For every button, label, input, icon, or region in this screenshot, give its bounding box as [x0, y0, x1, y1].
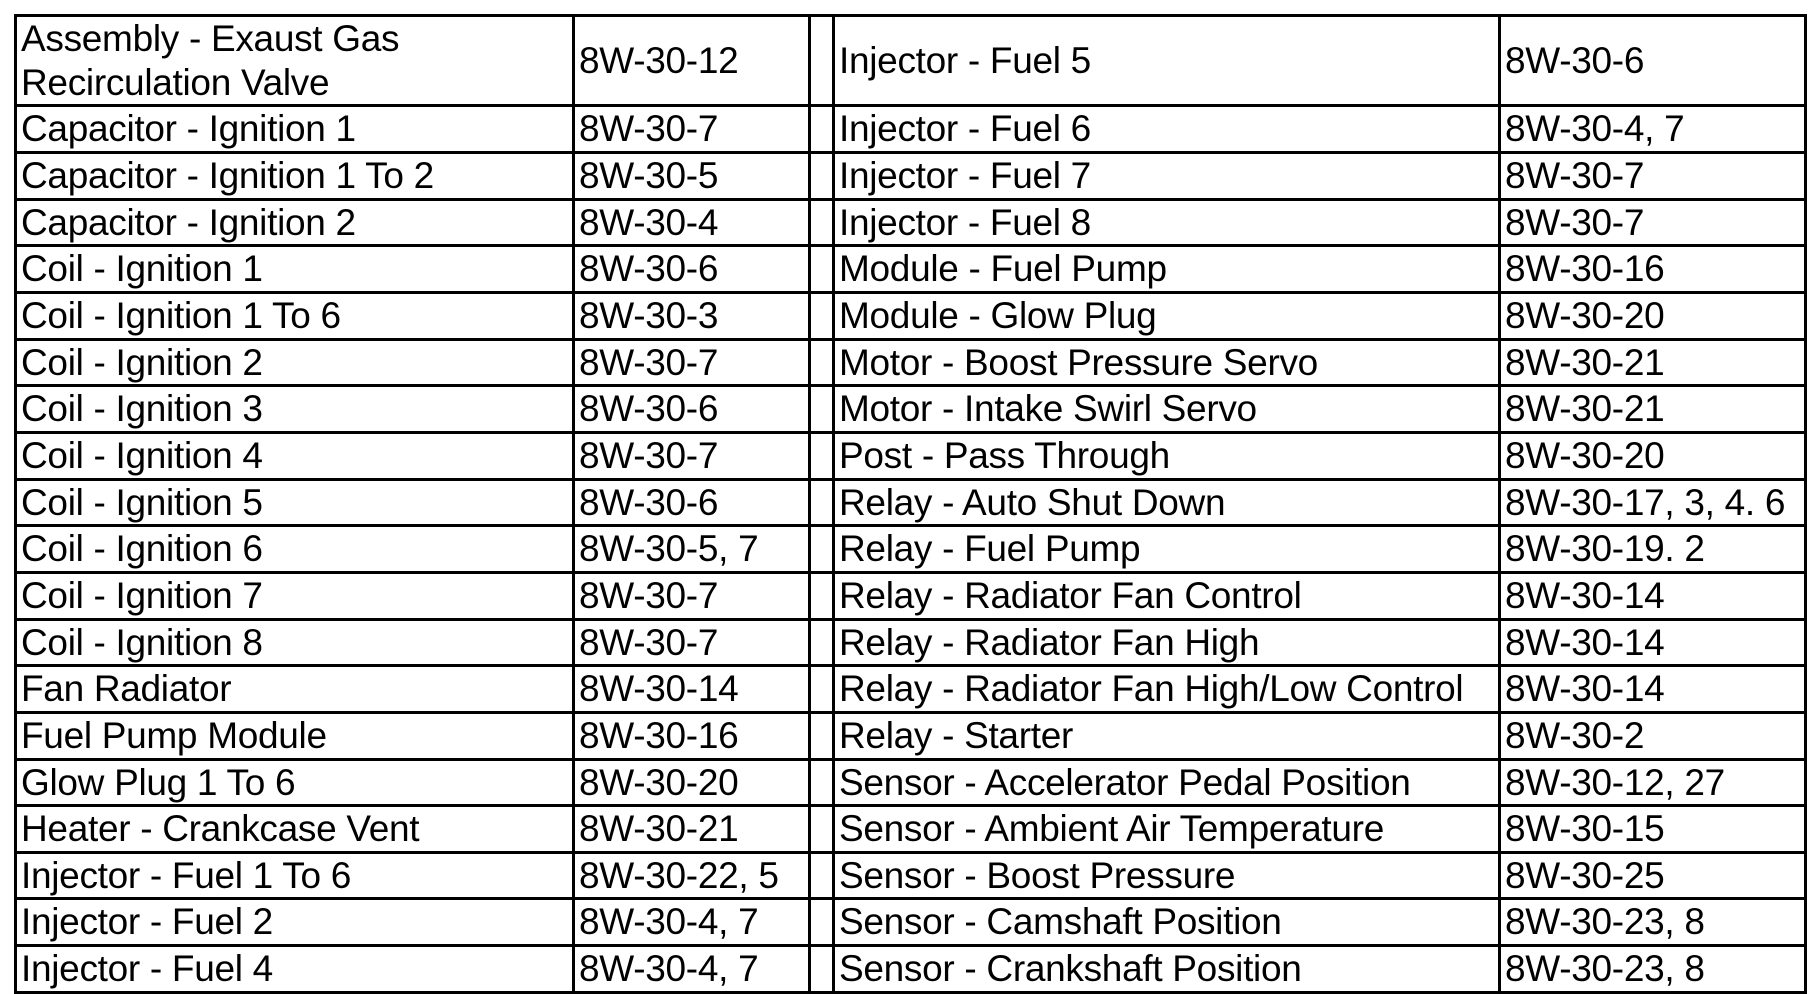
column-divider — [810, 292, 834, 339]
table-row — [16, 292, 1806, 339]
page-reference-cell: 8W-30-21 — [1500, 339, 1806, 386]
page-reference-cell: 8W-30-16 — [574, 712, 810, 759]
column-divider — [810, 806, 834, 853]
component-name-cell: Injector - Fuel 1 To 6 — [16, 852, 574, 899]
component-name-cell: Relay - Radiator Fan Control — [834, 572, 1500, 619]
column-divider — [810, 199, 834, 246]
page-reference-cell: 8W-30-16 — [1500, 246, 1806, 293]
column-divider — [810, 946, 834, 993]
table-row — [16, 572, 1806, 619]
table-row — [16, 479, 1806, 526]
page-reference-cell: 8W-30-20 — [574, 759, 810, 806]
component-name-cell: Heater - Crankcase Vent — [16, 806, 574, 853]
column-divider — [810, 526, 834, 573]
component-name-cell: Injector - Fuel 5 — [834, 16, 1500, 106]
component-name-cell: Assembly - Exaust Gas Recirculation Valve — [16, 16, 574, 106]
table-row — [16, 619, 1806, 666]
component-name-cell: Injector - Fuel 2 — [16, 899, 574, 946]
page-reference-cell: 8W-30-4 — [574, 199, 810, 246]
component-name-cell: Module - Glow Plug — [834, 292, 1500, 339]
page-reference-cell: 8W-30-7 — [574, 106, 810, 153]
component-name-cell: Sensor - Accelerator Pedal Position — [834, 759, 1500, 806]
page-reference-cell: 8W-30-6 — [1500, 16, 1806, 106]
table-row — [16, 852, 1806, 899]
component-name-cell: Injector - Fuel 4 — [16, 946, 574, 993]
component-name-cell: Coil - Ignition 5 — [16, 479, 574, 526]
component-name-cell: Coil - Ignition 8 — [16, 619, 574, 666]
page-reference-cell: 8W-30-17, 3, 4. 6 — [1500, 479, 1806, 526]
component-name-cell: Coil - Ignition 4 — [16, 432, 574, 479]
column-divider — [810, 246, 834, 293]
page-reference-cell: 8W-30-23, 8 — [1500, 899, 1806, 946]
component-name-cell: Relay - Fuel Pump — [834, 526, 1500, 573]
component-name-cell: Coil - Ignition 2 — [16, 339, 574, 386]
component-name-cell: Sensor - Boost Pressure — [834, 852, 1500, 899]
component-name-cell: Relay - Radiator Fan High/Low Control — [834, 666, 1500, 713]
component-name-cell: Glow Plug 1 To 6 — [16, 759, 574, 806]
table-row — [16, 432, 1806, 479]
page-reference-cell: 8W-30-12 — [574, 16, 810, 106]
table-row — [16, 152, 1806, 199]
page-reference-cell: 8W-30-21 — [1500, 386, 1806, 433]
page-reference-cell: 8W-30-7 — [574, 619, 810, 666]
component-name-cell: Fan Radiator — [16, 666, 574, 713]
page-reference-cell: 8W-30-6 — [574, 246, 810, 293]
component-name-cell: Injector - Fuel 7 — [834, 152, 1500, 199]
component-index-table — [14, 14, 1807, 994]
table-row — [16, 16, 1806, 106]
table-row — [16, 806, 1806, 853]
column-divider — [810, 479, 834, 526]
page-reference-cell: 8W-30-3 — [574, 292, 810, 339]
table-row — [16, 246, 1806, 293]
page-reference-cell: 8W-30-14 — [1500, 666, 1806, 713]
component-name-cell: Sensor - Camshaft Position — [834, 899, 1500, 946]
page-reference-cell: 8W-30-4, 7 — [1500, 106, 1806, 153]
page-reference-cell: 8W-30-6 — [574, 386, 810, 433]
column-divider — [810, 899, 834, 946]
component-name-cell: Coil - Ignition 1 To 6 — [16, 292, 574, 339]
column-divider — [810, 852, 834, 899]
page-reference-cell: 8W-30-7 — [1500, 199, 1806, 246]
page-reference-cell: 8W-30-2 — [1500, 712, 1806, 759]
component-name-cell: Injector - Fuel 6 — [834, 106, 1500, 153]
component-name-cell: Motor - Intake Swirl Servo — [834, 386, 1500, 433]
page-reference-cell: 8W-30-7 — [574, 339, 810, 386]
component-name-cell: Sensor - Ambient Air Temperature — [834, 806, 1500, 853]
table-row — [16, 526, 1806, 573]
table-row — [16, 712, 1806, 759]
column-divider — [810, 386, 834, 433]
page-reference-cell: 8W-30-22, 5 — [574, 852, 810, 899]
page-reference-cell: 8W-30-20 — [1500, 432, 1806, 479]
page-reference-cell: 8W-30-6 — [574, 479, 810, 526]
component-name-cell: Motor - Boost Pressure Servo — [834, 339, 1500, 386]
component-name-cell: Coil - Ignition 6 — [16, 526, 574, 573]
component-name-cell: Coil - Ignition 1 — [16, 246, 574, 293]
component-name-cell: Sensor - Crankshaft Position — [834, 946, 1500, 993]
page-reference-cell: 8W-30-5, 7 — [574, 526, 810, 573]
table-row — [16, 199, 1806, 246]
component-name-cell: Relay - Auto Shut Down — [834, 479, 1500, 526]
page-reference-cell: 8W-30-20 — [1500, 292, 1806, 339]
component-name-cell: Relay - Radiator Fan High — [834, 619, 1500, 666]
component-name-cell: Injector - Fuel 8 — [834, 199, 1500, 246]
column-divider — [810, 16, 834, 106]
component-name-cell: Capacitor - Ignition 1 To 2 — [16, 152, 574, 199]
page-reference-cell: 8W-30-4, 7 — [574, 899, 810, 946]
page-reference-cell: 8W-30-19. 2 — [1500, 526, 1806, 573]
component-name-cell: Capacitor - Ignition 1 — [16, 106, 574, 153]
page-reference-cell: 8W-30-5 — [574, 152, 810, 199]
table-row — [16, 899, 1806, 946]
component-name-cell: Coil - Ignition 7 — [16, 572, 574, 619]
table-row — [16, 666, 1806, 713]
column-divider — [810, 619, 834, 666]
page-reference-cell: 8W-30-14 — [574, 666, 810, 713]
page-reference-cell: 8W-30-7 — [574, 432, 810, 479]
column-divider — [810, 432, 834, 479]
column-divider — [810, 666, 834, 713]
page-reference-cell: 8W-30-12, 27 — [1500, 759, 1806, 806]
page-reference-cell: 8W-30-7 — [1500, 152, 1806, 199]
page-reference-cell: 8W-30-15 — [1500, 806, 1806, 853]
component-name-cell: Module - Fuel Pump — [834, 246, 1500, 293]
column-divider — [810, 572, 834, 619]
page-reference-cell: 8W-30-14 — [1500, 572, 1806, 619]
table-row — [16, 386, 1806, 433]
component-name-cell: Relay - Starter — [834, 712, 1500, 759]
table-row — [16, 106, 1806, 153]
table-row — [16, 946, 1806, 993]
page-reference-cell: 8W-30-14 — [1500, 619, 1806, 666]
page-reference-cell: 8W-30-23, 8 — [1500, 946, 1806, 993]
column-divider — [810, 106, 834, 153]
component-name-cell: Coil - Ignition 3 — [16, 386, 574, 433]
column-divider — [810, 712, 834, 759]
component-name-cell: Post - Pass Through — [834, 432, 1500, 479]
column-divider — [810, 339, 834, 386]
page-reference-cell: 8W-30-7 — [574, 572, 810, 619]
table-row — [16, 339, 1806, 386]
component-name-cell: Capacitor - Ignition 2 — [16, 199, 574, 246]
page-reference-cell: 8W-30-4, 7 — [574, 946, 810, 993]
column-divider — [810, 152, 834, 199]
page-reference-cell: 8W-30-25 — [1500, 852, 1806, 899]
table-row — [16, 759, 1806, 806]
page-reference-cell: 8W-30-21 — [574, 806, 810, 853]
column-divider — [810, 759, 834, 806]
component-name-cell: Fuel Pump Module — [16, 712, 574, 759]
